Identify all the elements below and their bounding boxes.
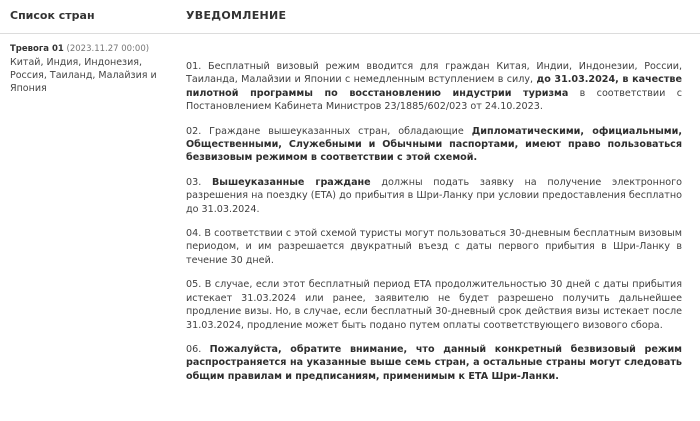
notice-paragraph-04: 04. В соответствии с этой схемой туристы могут пользоваться 30-дневным бесплатным визовым периодом, и им разрешается двукратный въезд с даты первого прибытия в Шри-Ланку в течение 30 дней. xyxy=(186,228,682,266)
notice-p2-bold: Дипломатическими, официальными, Общественными, Служебными и Обычными паспортами, имеют право пользоваться безвизовым режимом в соответствии с этой схемой. xyxy=(186,125,682,164)
notice-paragraph-06 xyxy=(186,343,682,383)
notice-paragraph-03 xyxy=(186,176,682,216)
alert-date: (2023.11.27 00:00) xyxy=(66,44,150,54)
alert-cell xyxy=(10,44,160,95)
notice-p1-bold: до 31.03.2024, в качестве пилотной программы по восстановлению индустрии туризма xyxy=(186,74,683,99)
table-header xyxy=(0,0,700,34)
alert-title: Тревога 01 xyxy=(10,44,64,54)
notice-paragraph-02 xyxy=(186,125,682,165)
notice-p3-bold: Вышеуказанные граждане xyxy=(212,176,371,188)
notice-p6-number: 06. xyxy=(186,343,210,355)
notice-p1-text-end: в соответствии с Постановлением Кабинета Министров 23/1885/602/023 от 24.10.2023. xyxy=(186,87,683,113)
notice-paragraph-01 xyxy=(186,60,682,114)
header-notice: УВЕДОМЛЕНИЕ xyxy=(186,9,287,22)
notice-p6-bold: Пожалуйста, обратите внимание, что данный конкретный безвизовый режим распространяется на указанные выше семь стран, а остальные страны могут следовать общим правилам и предписаниям, применимым к ETA Шри-Ланки. xyxy=(186,343,683,382)
header-country-list: Список стран xyxy=(10,9,95,22)
notice-body xyxy=(186,60,682,394)
alert-heading xyxy=(10,44,160,55)
alert-countries: Китай, Индия, Индонезия, Россия, Таиланд, Малайзия и Япония xyxy=(10,57,157,94)
notice-p2-text: 02. Граждане вышеуказанных стран, обладающие xyxy=(186,125,472,137)
notice-p3-number: 03. xyxy=(186,176,212,188)
notice-p1-text: 01. Бесплатный визовый режим вводится для граждан Китая, Индии, Индонезии, России, Таиланда, Малайзии и Японии с немедленным вступлением в силу, xyxy=(186,61,682,86)
notice-p3-text: должны подать заявку на получение электронного разрешения на поездку (ETA) до прибытия в Шри-Ланку при условии предоставления бесплатно до 31.03.2024. xyxy=(186,176,683,215)
notice-paragraph-05: 05. В случае, если этот бесплатный период ETA продолжительностью 30 дней с даты прибытия истекает 31.03.2024 или ранее, заявителю не будет разрешено получить дальнейшее продление визы. Но, в случае, если бесплатный 30-дневный срок действия визы истекает после 31.03.2024, продление может быть подано путем оплаты соответствующего визового сбора. xyxy=(186,279,682,331)
